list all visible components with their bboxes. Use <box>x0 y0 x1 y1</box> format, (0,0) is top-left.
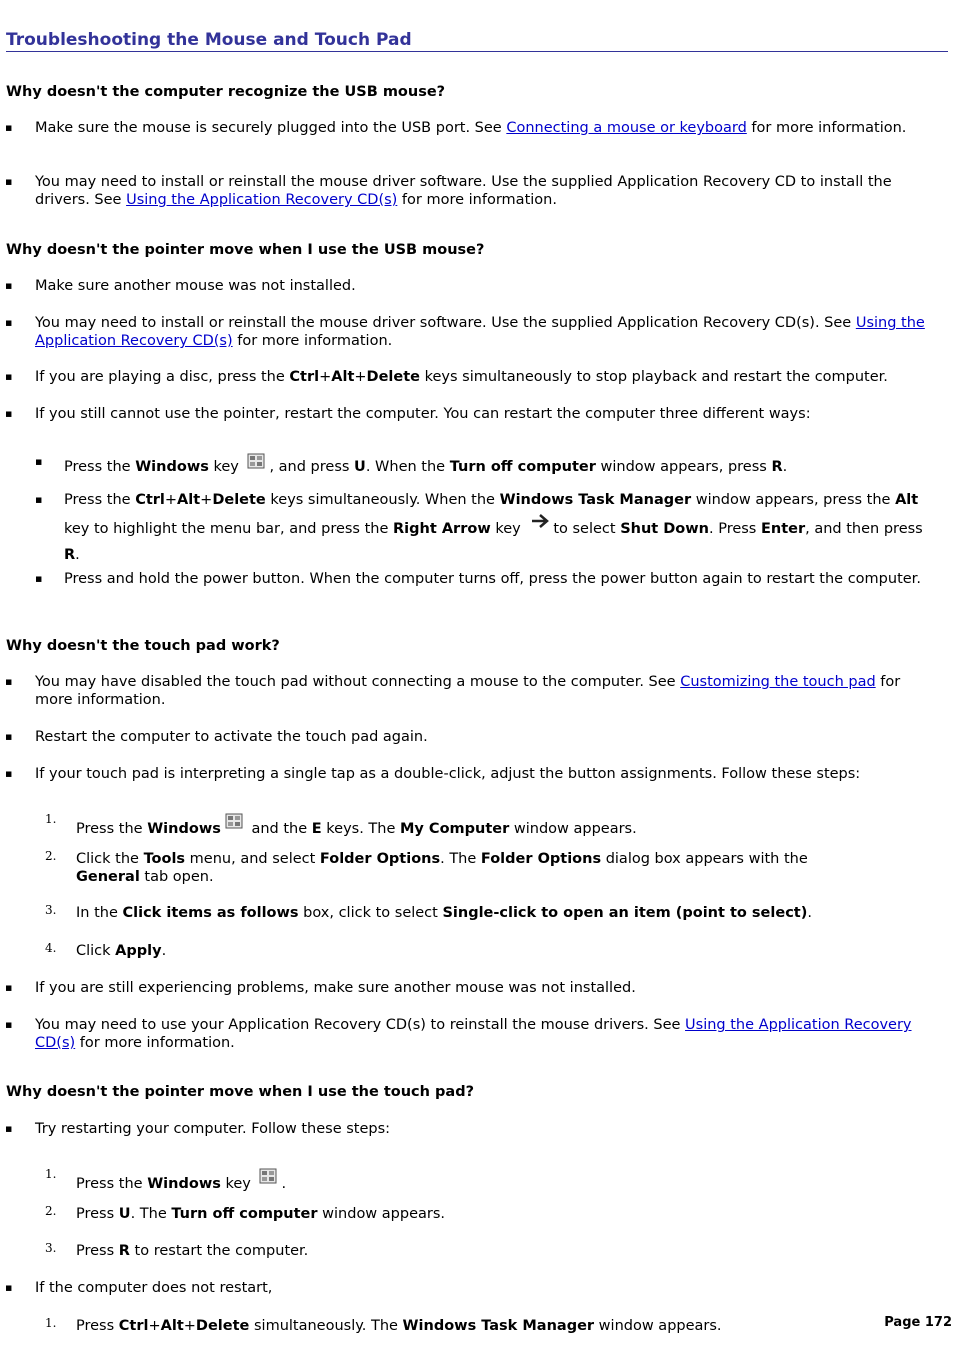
page-title: Troubleshooting the Mouse and Touch Pad <box>6 30 948 52</box>
list-item: ▪ You may need to install or reinstall the mouse driver software. Use the supplied Application Recovery CD(s). See Using the Application Recovery CD(s) for more information. <box>35 314 925 350</box>
question-heading: Why doesn't the pointer move when I use the touch pad? <box>6 1084 474 1100</box>
list-item: ▪ If you still cannot use the pointer, restart the computer. You can restart the computer three different ways: <box>35 405 925 423</box>
numbered-step: 1. Press Ctrl+Alt+Delete simultaneously. The Windows Task Manager window appears. <box>45 1316 722 1334</box>
question-heading: Why doesn't the computer recognize the USB mouse? <box>6 84 446 100</box>
list-item: ▪ You may have disabled the touch pad without connecting a mouse to the computer. See Customizing the touch pad for more information. <box>35 673 925 709</box>
list-item: ▪ If the computer does not restart, <box>35 1279 925 1297</box>
sub-list-item: ▪ Press and hold the power button. When the computer turns off, press the power button again to restart the computer. <box>64 570 924 588</box>
windows-key-icon <box>247 453 265 469</box>
question-heading: Why doesn't the touch pad work? <box>6 638 280 654</box>
list-item: ▪ Make sure the mouse is securely plugged into the USB port. See Connecting a mouse or keyboard for more information. <box>35 119 925 137</box>
question-heading: Why doesn't the pointer move when I use the USB mouse? <box>6 242 485 258</box>
numbered-step: 1. Press the Windows key . <box>45 1167 287 1192</box>
numbered-step: 3. In the Click items as follows box, click to select Single-click to open an item (point to select). <box>45 903 812 921</box>
list-item: ▪ Try restarting your computer. Follow these steps: <box>35 1120 925 1138</box>
list-item: ▪ If you are still experiencing problems, make sure another mouse was not installed. <box>35 979 925 997</box>
link-recovery-cd[interactable]: Using the Application Recovery CD(s) <box>35 315 925 349</box>
sub-list-item: ▪ Press the Windows key , and press U. When the Turn off computer window appears, press R. <box>64 453 924 476</box>
list-item: ▪ Make sure another mouse was not installed. <box>35 277 925 295</box>
numbered-step: 4. Click Apply. <box>45 941 167 959</box>
numbered-step: 2. Click the Tools menu, and select Folder Options. The Folder Options dialog box appears with the General tab open. <box>45 849 808 885</box>
list-item: ▪ If your touch pad is interpreting a single tap as a double-click, adjust the button assignments. Follow these steps: <box>35 765 925 783</box>
list-item: ▪ Restart the computer to activate the touch pad again. <box>35 728 925 746</box>
list-item: ▪ If you are playing a disc, press the Ctrl+Alt+Delete keys simultaneously to stop playback and restart the computer. <box>35 368 925 386</box>
link-recovery-cd[interactable]: Using the Application Recovery CD(s) <box>126 192 398 208</box>
link-connecting-mouse[interactable]: Connecting a mouse or keyboard <box>506 120 747 136</box>
link-recovery-cd[interactable]: Using the Application Recovery CD(s) <box>35 1017 912 1051</box>
link-customizing-touch-pad[interactable]: Customizing the touch pad <box>680 674 876 690</box>
sub-list-item: ▪ Press the Ctrl+Alt+Delete keys simultaneously. When the Windows Task Manager window appears, press the Alt key to highlight the menu bar, and press the Right Arrow key to select Shut Down. Press Enter, and then press R. <box>64 487 924 568</box>
numbered-step: 3. Press R to restart the computer. <box>45 1241 309 1259</box>
numbered-step: 2. Press U. The Turn off computer window appears. <box>45 1204 446 1222</box>
right-arrow-icon <box>531 513 551 529</box>
list-item: ▪ You may need to use your Application Recovery CD(s) to reinstall the mouse drivers. See Using the Application Recovery CD(s) for more information. <box>35 1016 925 1052</box>
windows-key-icon <box>225 813 243 829</box>
list-item: ▪ You may need to install or reinstall the mouse driver software. Use the supplied Application Recovery CD to install the drivers. See Using the Application Recovery CD(s) for more information. <box>35 173 925 209</box>
numbered-step: 1. Press the Windows and the E keys. The My Computer window appears. <box>45 812 637 837</box>
windows-key-icon <box>259 1168 277 1184</box>
page-number: Page 172 <box>884 1315 952 1330</box>
